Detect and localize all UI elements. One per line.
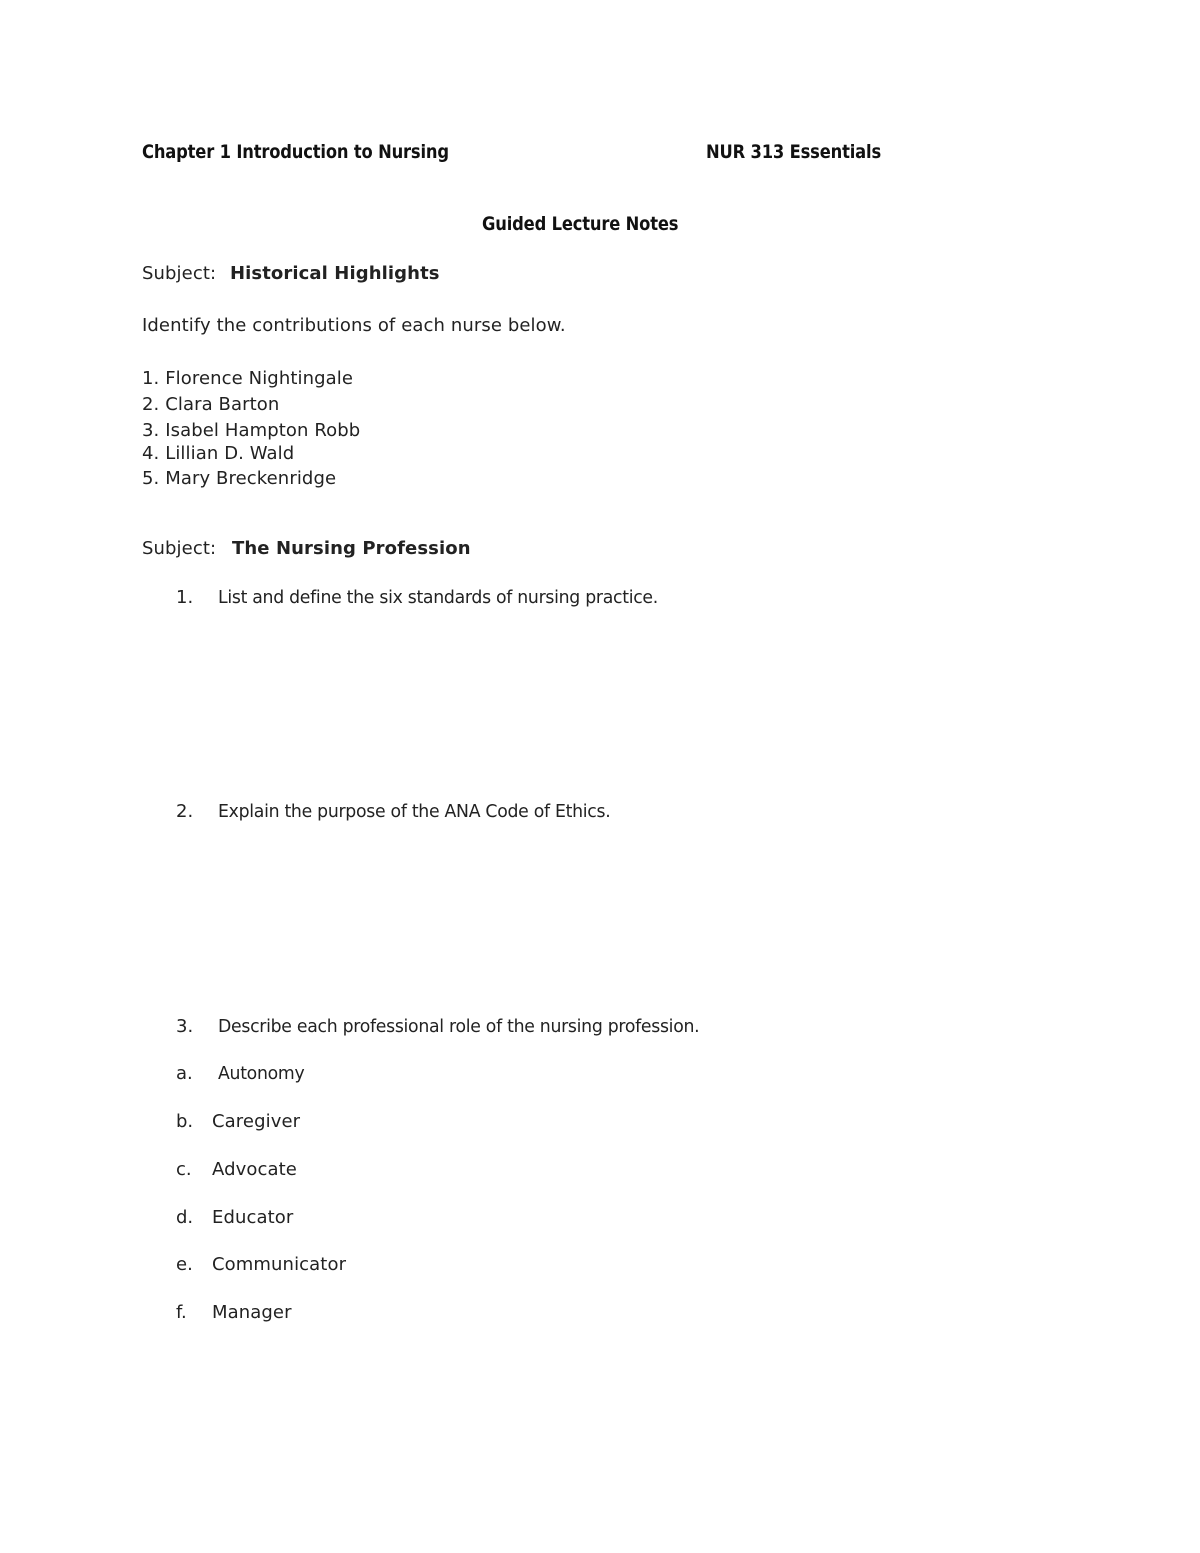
role-label: Communicator <box>212 1254 347 1275</box>
role-letter: f. <box>176 1302 187 1323</box>
role-letter: a. <box>176 1063 193 1084</box>
chapter-title: Chapter 1 Introduction to Nursing <box>142 141 449 163</box>
role-label: Manager <box>212 1302 292 1323</box>
role-label: Educator <box>212 1207 294 1228</box>
nurse-list-item: 3. Isabel Hampton Robb <box>142 420 361 441</box>
question-number: 1. <box>176 587 194 608</box>
role-label: Autonomy <box>218 1063 305 1084</box>
course-name: NUR 313 Essentials <box>706 141 882 163</box>
instruction-text: Identify the contributions of each nurse below. <box>142 315 566 336</box>
role-letter: e. <box>176 1254 193 1275</box>
subject-label: Subject: <box>142 538 217 559</box>
role-letter: c. <box>176 1159 192 1180</box>
question-text: Explain the purpose of the ANA Code of Ethics. <box>218 801 611 822</box>
nurse-list-item: 1. Florence Nightingale <box>142 368 354 389</box>
subject-title: Historical Highlights <box>229 263 440 284</box>
document-title: Guided Lecture Notes <box>482 213 679 235</box>
subject-label: Subject: <box>142 263 217 284</box>
role-label: Caregiver <box>212 1111 301 1132</box>
question-text: Describe each professional role of the nursing profession. <box>218 1016 700 1037</box>
nurse-list-item: 4. Lillian D. Wald <box>142 443 295 464</box>
question-text: List and define the six standards of nursing practice. <box>218 587 658 608</box>
role-letter: d. <box>176 1207 194 1228</box>
section-subject-profession <box>142 538 471 559</box>
nurse-list-item: 2. Clara Barton <box>142 394 280 415</box>
nurse-list-item: 5. Mary Breckenridge <box>142 468 337 489</box>
section-subject-historical <box>142 263 440 284</box>
role-label: Advocate <box>212 1159 297 1180</box>
question-number: 3. <box>176 1016 194 1037</box>
question-number: 2. <box>176 801 194 822</box>
subject-title: The Nursing Profession <box>231 538 471 559</box>
role-letter: b. <box>176 1111 194 1132</box>
